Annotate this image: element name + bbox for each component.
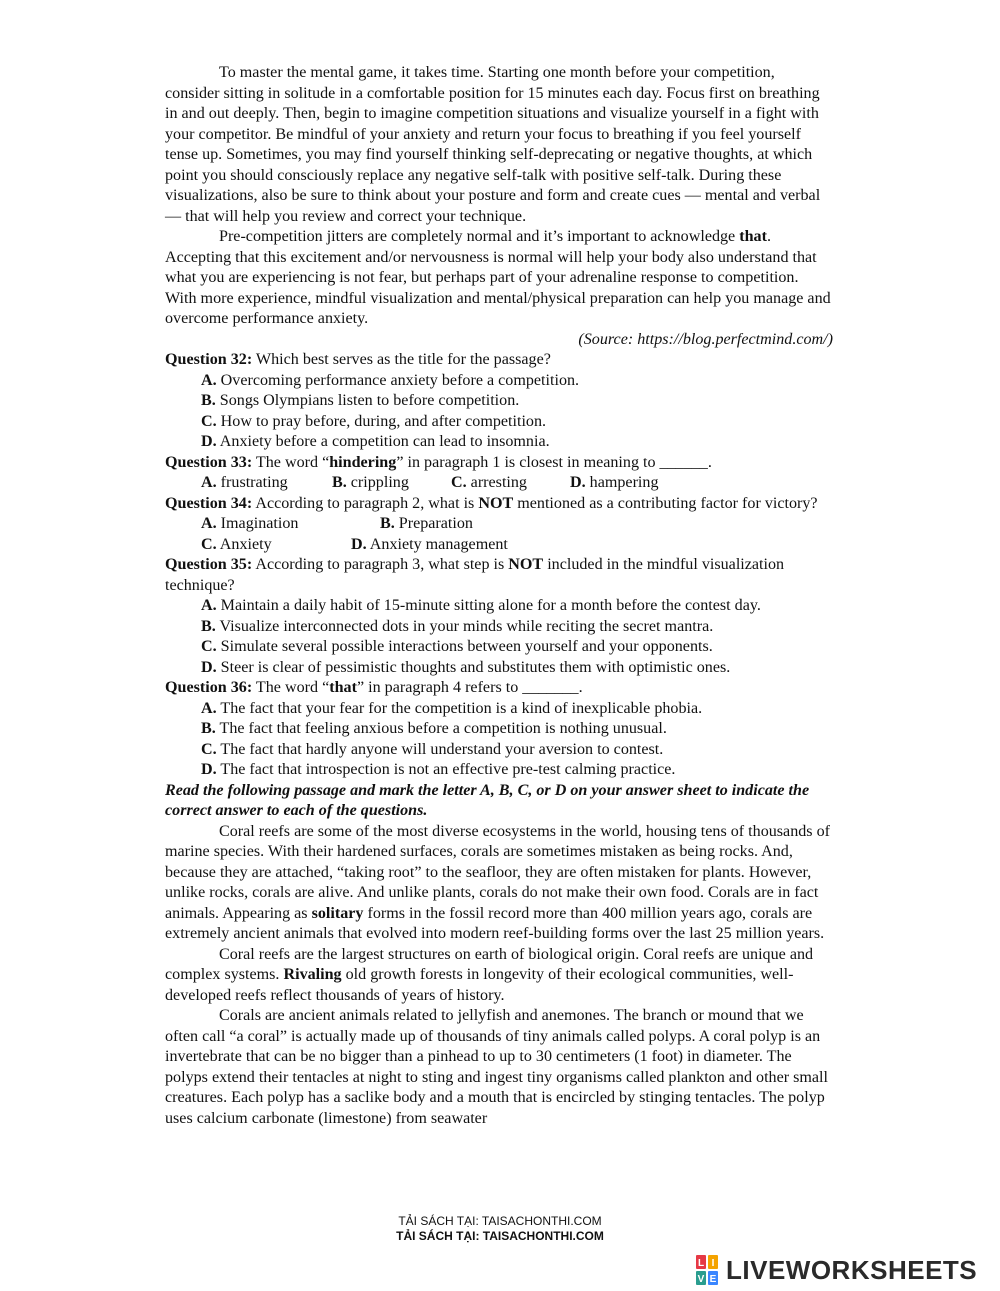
question-34-option-d[interactable]: D. Anxiety management bbox=[351, 535, 508, 553]
question-36-option-c[interactable]: C. The fact that hardly anyone will understand your aversion to contest. bbox=[201, 740, 664, 758]
question-34-option-c[interactable]: C. Anxiety bbox=[201, 535, 272, 553]
question-35-option-c[interactable]: C. Simulate several possible interactions between yourself and your opponents. bbox=[201, 638, 713, 655]
question-35-option-a[interactable]: A. Maintain a daily habit of 15-minute sitting alone for a month before the contest day. bbox=[201, 597, 761, 614]
question-35: Question 35: According to paragraph 3, what step is NOT included in the mindful visualization technique? bbox=[165, 556, 785, 594]
passage1-paragraph4: Pre-competition jitters are completely normal and it’s important to acknowledge that. Accepting that this excitement and/or nervousness is normal will help your body also understand that what you are experiencing is not fear, but perhaps part of your adrenaline response to competition. With more experience, mindful visualization and mental/physical preparation can help you manage and overcome performance anxiety. bbox=[165, 228, 831, 327]
passage2-paragraph2: Coral reefs are the largest structures on earth of biological origin. Coral reefs are unique and complex systems. Rivaling old growth forests in longevity of their ecological communities, well-developed reefs reflect thousands of years of history. bbox=[165, 945, 814, 1004]
question-33-option-a[interactable]: A. frustrating bbox=[201, 474, 288, 491]
question-34-option-a[interactable]: A. Imagination bbox=[201, 515, 299, 532]
question-34: Question 34: According to paragraph 2, what is NOT mentioned as a contributing factor for victory? bbox=[165, 494, 818, 512]
question-33-option-d[interactable]: D. hampering bbox=[570, 474, 659, 491]
logo-letter-e: E bbox=[709, 1274, 717, 1285]
section-instruction: Read the following passage and mark the letter A, B, C, or D on your answer sheet to indicate the correct answer to each of the questions. bbox=[165, 781, 810, 819]
passage1-paragraph3: To master the mental game, it takes time. Starting one month before your competition, consider sitting in solitude in a comfortable position for 15 minutes each day. Focus first on breathing in and out deeply. Then, begin to imagine competition situations and visualize yourself in a fight with your competitor. Be mindful of your anxiety and return your focus to breathing if you feel yourself tense up. Sometimes, you may find yourself thinking self-deprecating or negative thoughts, at which point you should consciously replace any negative self-talk with positive self-talk. During these visualizations, also be sure to think about your posture and form and create cues — mental and verbal — that will help you review and correct your technique. bbox=[165, 64, 821, 225]
question-33: Question 33: The word “hindering” in paragraph 1 is closest in meaning to ______. bbox=[165, 453, 712, 471]
passage-source: (Source: https://blog.perfectmind.com/) bbox=[578, 330, 833, 348]
liveworksheets-logo-icon bbox=[696, 1255, 720, 1285]
liveworksheets-wordmark: LIVEWORKSHEETS bbox=[726, 1254, 978, 1285]
question-33-option-c[interactable]: C. arresting bbox=[451, 474, 527, 491]
question-32-option-c[interactable]: C. How to pray before, during, and after competition. bbox=[201, 412, 547, 430]
highlighted-word-that: that bbox=[739, 228, 767, 245]
logo-letter-l: L bbox=[697, 1258, 705, 1269]
question-36-option-a[interactable]: A. The fact that your fear for the competition is a kind of inexplicable phobia. bbox=[201, 699, 703, 717]
passage2-paragraph1: Coral reefs are some of the most diverse ecosystems in the world, housing tens of thousands of marine species. With their hardened surfaces, corals are sometimes mistaken as being rocks. And, because they are attached, “taking root” to the seafloor, they are often mistaken for plants. However, unlike rocks, corals are alive. And unlike plants, corals do not make their own food. Corals are in fact animals. Appearing as solitary forms in the fossil record more than 400 million years ago, corals are extremely ancient animals that evolved into modern reef-building forms over the last 25 million years. bbox=[165, 822, 830, 942]
question-36: Question 36: The word “that” in paragraph 4 refers to _______. bbox=[165, 679, 583, 696]
liveworksheets-logo[interactable] bbox=[696, 1255, 977, 1285]
question-34-options-row2 bbox=[165, 535, 833, 556]
question-36-option-d[interactable]: D. The fact that introspection is not an effective pre-test calming practice. bbox=[201, 761, 676, 778]
question-34-option-b[interactable]: B. Preparation bbox=[380, 515, 473, 532]
question-35-option-d[interactable]: D. Steer is clear of pessimistic thoughts and substitutes them with optimistic ones. bbox=[201, 658, 731, 676]
footer-line-2: TẢI SÁCH TẠI: TAISACHONTHI.COM bbox=[396, 1229, 604, 1243]
question-32: Question 32: Which best serves as the title for the passage? bbox=[165, 351, 551, 368]
highlighted-word-solitary: solitary bbox=[311, 904, 364, 922]
highlighted-word-rivaling: Rivaling bbox=[283, 966, 342, 983]
question-32-option-a[interactable]: A. Overcoming performance anxiety before a competition. bbox=[201, 371, 580, 389]
passage2-paragraph3: Corals are ancient animals related to jellyfish and anemones. The branch or mound that we often call “a coral” is actually made up of thousands of tiny animals called polyps. A coral polyp is an invertebrate that can be no bigger than a pinhead to up to 30 centimeters (1 foot) in diameter. The polyps extend their tentacles at night to sting and ingest tiny organisms called plankton and other small creatures. Each polyp has a saclike body and a mouth that is encircled by stinging tentacles. The polyp uses calcium carbonate (limestone) from seawater bbox=[165, 1007, 828, 1127]
question-33-option-b[interactable]: B. crippling bbox=[332, 474, 409, 491]
question-36-option-b[interactable]: B. The fact that feeling anxious before a competition is nothing unusual. bbox=[201, 720, 667, 737]
footer-line-1: TẢI SÁCH TẠI: TAISACHONTHI.COM bbox=[398, 1214, 602, 1228]
question-35-option-b[interactable]: B. Visualize interconnected dots in your minds while reciting the secret mantra. bbox=[201, 617, 714, 635]
question-33-options bbox=[165, 473, 833, 494]
logo-letter-i: I bbox=[711, 1258, 715, 1269]
logo-letter-v: V bbox=[697, 1274, 705, 1285]
question-32-option-b[interactable]: B. Songs Olympians listen to before competition. bbox=[201, 392, 520, 409]
question-34-options-row1 bbox=[165, 514, 833, 535]
question-32-option-d[interactable]: D. Anxiety before a competition can lead to insomnia. bbox=[201, 433, 550, 450]
document-page bbox=[165, 63, 833, 1129]
